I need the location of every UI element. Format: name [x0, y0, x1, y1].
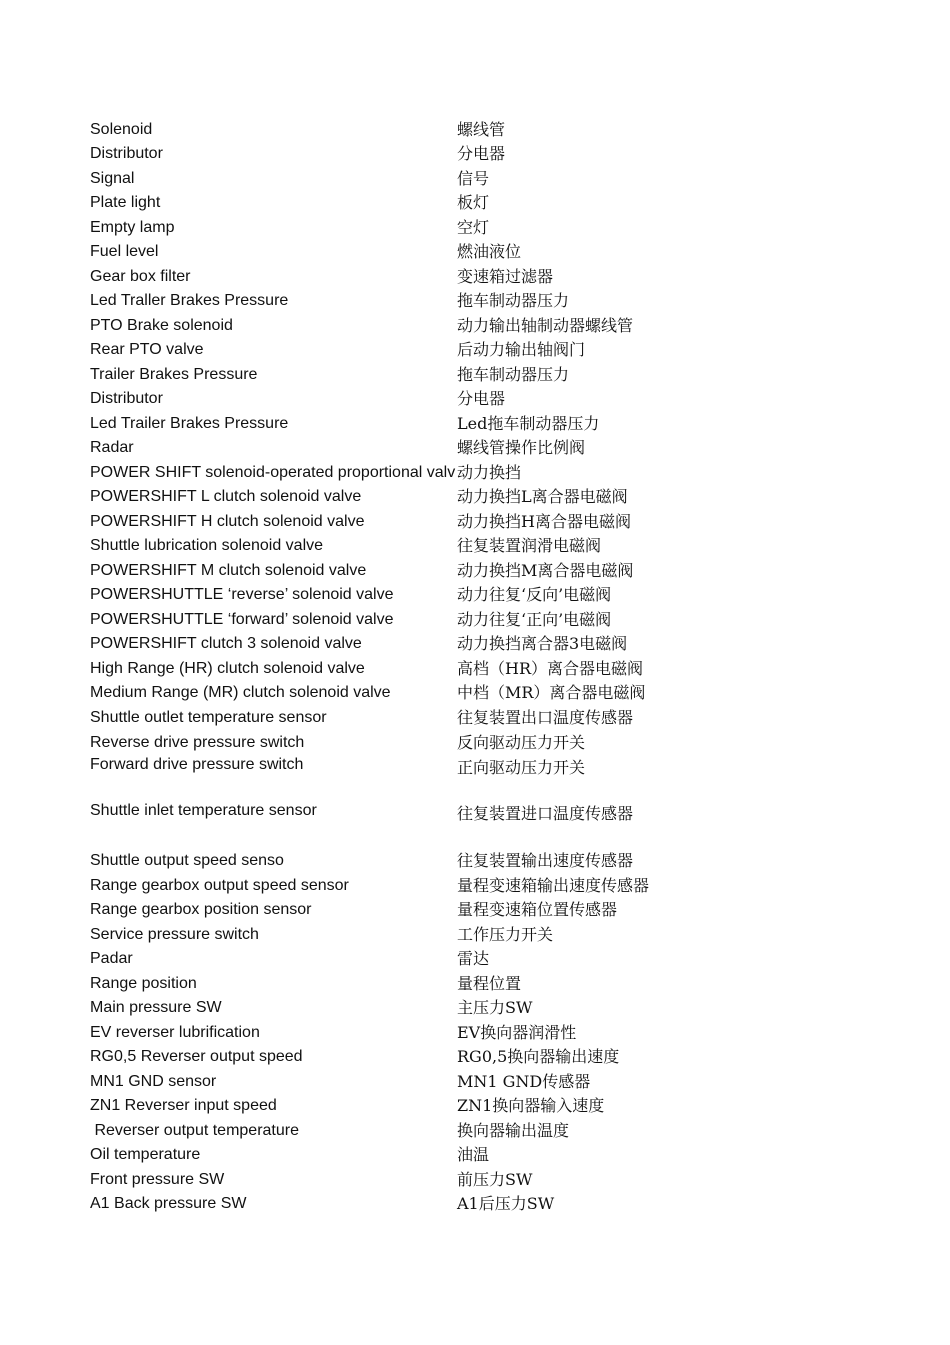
english-term: High Range (HR) clutch solenoid valve	[90, 660, 365, 677]
english-term: Led Trailer Brakes Pressure	[90, 415, 289, 432]
chinese-term: 高档（HR）离合器电磁阀	[457, 659, 644, 678]
glossary-row	[0, 560, 950, 584]
english-term: Fuel level	[90, 243, 159, 260]
english-term: POWERSHIFT H clutch solenoid valve	[90, 513, 365, 530]
chinese-term: 往复装置出口温度传感器	[457, 708, 634, 727]
chinese-term: 往复装置进口温度传感器	[457, 804, 634, 823]
english-term: Shuttle lubrication solenoid valve	[90, 537, 324, 554]
chinese-term: 螺线管	[457, 120, 506, 139]
glossary-row	[0, 217, 950, 241]
english-term: Padar	[90, 950, 133, 967]
chinese-term: 反向驱动压力开关	[457, 733, 586, 752]
chinese-term: 量程变速箱位置传感器	[457, 900, 618, 919]
english-term: Gear box filter	[90, 268, 191, 285]
chinese-term: ZN1换向器输入速度	[457, 1096, 605, 1115]
glossary-row	[0, 119, 950, 143]
chinese-term: 正向驱动压力开关	[457, 758, 586, 777]
chinese-term: 换向器输出温度	[457, 1121, 570, 1140]
english-term: EV reverser lubrification	[90, 1024, 260, 1041]
english-term: Radar	[90, 439, 134, 456]
chinese-term: 拖车制动器压力	[457, 365, 570, 384]
english-term: Solenoid	[90, 121, 153, 138]
english-term: Trailer Brakes Pressure	[90, 366, 258, 383]
glossary-row	[0, 1169, 950, 1193]
english-term: Plate light	[90, 194, 161, 211]
glossary-row	[0, 732, 950, 756]
chinese-term: 信号	[457, 169, 490, 188]
glossary-row	[0, 339, 950, 363]
glossary-row	[0, 1144, 950, 1168]
chinese-term: EV换向器润滑性	[457, 1023, 577, 1042]
chinese-term: 动力换挡离合器3电磁阀	[457, 634, 628, 653]
glossary-row	[0, 192, 950, 216]
chinese-term: 燃油液位	[457, 242, 522, 261]
glossary-row	[0, 364, 950, 388]
english-term: A1 Back pressure SW	[90, 1195, 247, 1212]
english-term: Range position	[90, 975, 197, 992]
glossary-row	[0, 633, 950, 657]
glossary-row	[0, 1193, 950, 1217]
english-term: POWERSHIFT M clutch solenoid valve	[90, 562, 367, 579]
chinese-term: MN1 GND传感器	[457, 1072, 591, 1091]
english-term: Range gearbox output speed sensor	[90, 877, 349, 894]
glossary-row	[0, 511, 950, 535]
english-term: Forward drive pressure switch	[90, 756, 304, 773]
glossary-row	[0, 609, 950, 633]
glossary-row	[0, 973, 950, 997]
english-term: Range gearbox position sensor	[90, 901, 312, 918]
glossary-row	[0, 388, 950, 412]
chinese-term: 动力换挡H离合器电磁阀	[457, 512, 631, 531]
glossary-row	[0, 486, 950, 510]
chinese-term: 变速箱过滤器	[457, 267, 554, 286]
english-term: MN1 GND sensor	[90, 1073, 217, 1090]
english-term: Distributor	[90, 145, 163, 162]
chinese-term: 分电器	[457, 389, 506, 408]
chinese-term: RG0,5换向器输出速度	[457, 1047, 620, 1066]
english-term: Front pressure SW	[90, 1171, 225, 1188]
english-term: Shuttle outlet temperature sensor	[90, 709, 327, 726]
chinese-term: 板灯	[457, 193, 490, 212]
english-term: ZN1 Reverser input speed	[90, 1097, 277, 1114]
glossary-row	[0, 1022, 950, 1046]
english-term: POWERSHIFT clutch 3 solenoid valve	[90, 635, 362, 652]
chinese-term: 空灯	[457, 218, 490, 237]
chinese-term: 动力往复‘正向’电磁阀	[457, 610, 612, 629]
glossary-row	[0, 800, 950, 824]
glossary-row	[0, 707, 950, 731]
glossary-row	[0, 948, 950, 972]
glossary-row	[0, 754, 950, 778]
glossary-row	[0, 462, 950, 486]
chinese-term: 分电器	[457, 144, 506, 163]
english-term: Led Traller Brakes Pressure	[90, 292, 289, 309]
chinese-term: 往复装置输出速度传感器	[457, 851, 634, 870]
english-term: POWERSHUTTLE ‘forward’ solenoid valve	[90, 611, 394, 628]
english-term: Reverser output temperature	[90, 1122, 299, 1139]
glossary-row	[0, 658, 950, 682]
glossary-row	[0, 241, 950, 265]
chinese-term: 量程位置	[457, 974, 522, 993]
glossary-row	[0, 1071, 950, 1095]
english-term: Service pressure switch	[90, 926, 259, 943]
glossary-row	[0, 682, 950, 706]
english-term: Oil temperature	[90, 1146, 201, 1163]
glossary-row	[0, 266, 950, 290]
english-term: POWERSHIFT L clutch solenoid valve	[90, 488, 362, 505]
english-term: Shuttle inlet temperature sensor	[90, 802, 317, 819]
chinese-term: 螺线管操作比例阀	[457, 438, 586, 457]
chinese-term: 雷达	[457, 949, 490, 968]
chinese-term: 动力换挡L离合器电磁阀	[457, 487, 628, 506]
glossary-row	[0, 997, 950, 1021]
chinese-term: 拖车制动器压力	[457, 291, 570, 310]
chinese-term: Led拖车制动器压力	[457, 414, 600, 433]
english-term: Empty lamp	[90, 219, 175, 236]
glossary-row	[0, 290, 950, 314]
chinese-term: 工作压力开关	[457, 925, 554, 944]
glossary-row	[0, 875, 950, 899]
chinese-term: A1后压力SW	[457, 1194, 555, 1213]
english-term: POWERSHUTTLE ‘reverse’ solenoid valve	[90, 586, 394, 603]
chinese-term: 动力换挡M离合器电磁阀	[457, 561, 634, 580]
glossary-row	[0, 1046, 950, 1070]
glossary-row	[0, 1095, 950, 1119]
glossary-row	[0, 535, 950, 559]
glossary-row	[0, 143, 950, 167]
glossary-row	[0, 1120, 950, 1144]
glossary-row	[0, 168, 950, 192]
english-term: RG0,5 Reverser output speed	[90, 1048, 303, 1065]
chinese-term: 动力输出轴制动器螺线管	[457, 316, 634, 335]
chinese-term: 主压力SW	[457, 998, 533, 1017]
english-term: Distributor	[90, 390, 163, 407]
glossary-row	[0, 850, 950, 874]
english-term: Rear PTO valve	[90, 341, 204, 358]
english-term: PTO Brake solenoid	[90, 317, 233, 334]
chinese-term: 量程变速箱输出速度传感器	[457, 876, 650, 895]
chinese-term: 后动力输出轴阀门	[457, 340, 586, 359]
chinese-term: 前压力SW	[457, 1170, 533, 1189]
english-term: Medium Range (MR) clutch solenoid valve	[90, 684, 391, 701]
chinese-term: 动力换挡	[457, 463, 522, 482]
chinese-term: 油温	[457, 1145, 490, 1164]
glossary-row	[0, 437, 950, 461]
chinese-term: 往复装置润滑电磁阀	[457, 536, 602, 555]
glossary-row	[0, 899, 950, 923]
glossary-row	[0, 924, 950, 948]
chinese-term: 中档（MR）离合器电磁阀	[457, 683, 646, 702]
glossary-row	[0, 315, 950, 339]
english-term: Shuttle output speed senso	[90, 852, 284, 869]
chinese-term: 动力往复‘反向’电磁阀	[457, 585, 612, 604]
english-term: Reverse drive pressure switch	[90, 734, 305, 751]
glossary-row	[0, 584, 950, 608]
glossary-row	[0, 413, 950, 437]
english-term: Main pressure SW	[90, 999, 222, 1016]
english-term: POWER SHIFT solenoid-operated proportional valv	[90, 464, 456, 481]
english-term: Signal	[90, 170, 135, 187]
